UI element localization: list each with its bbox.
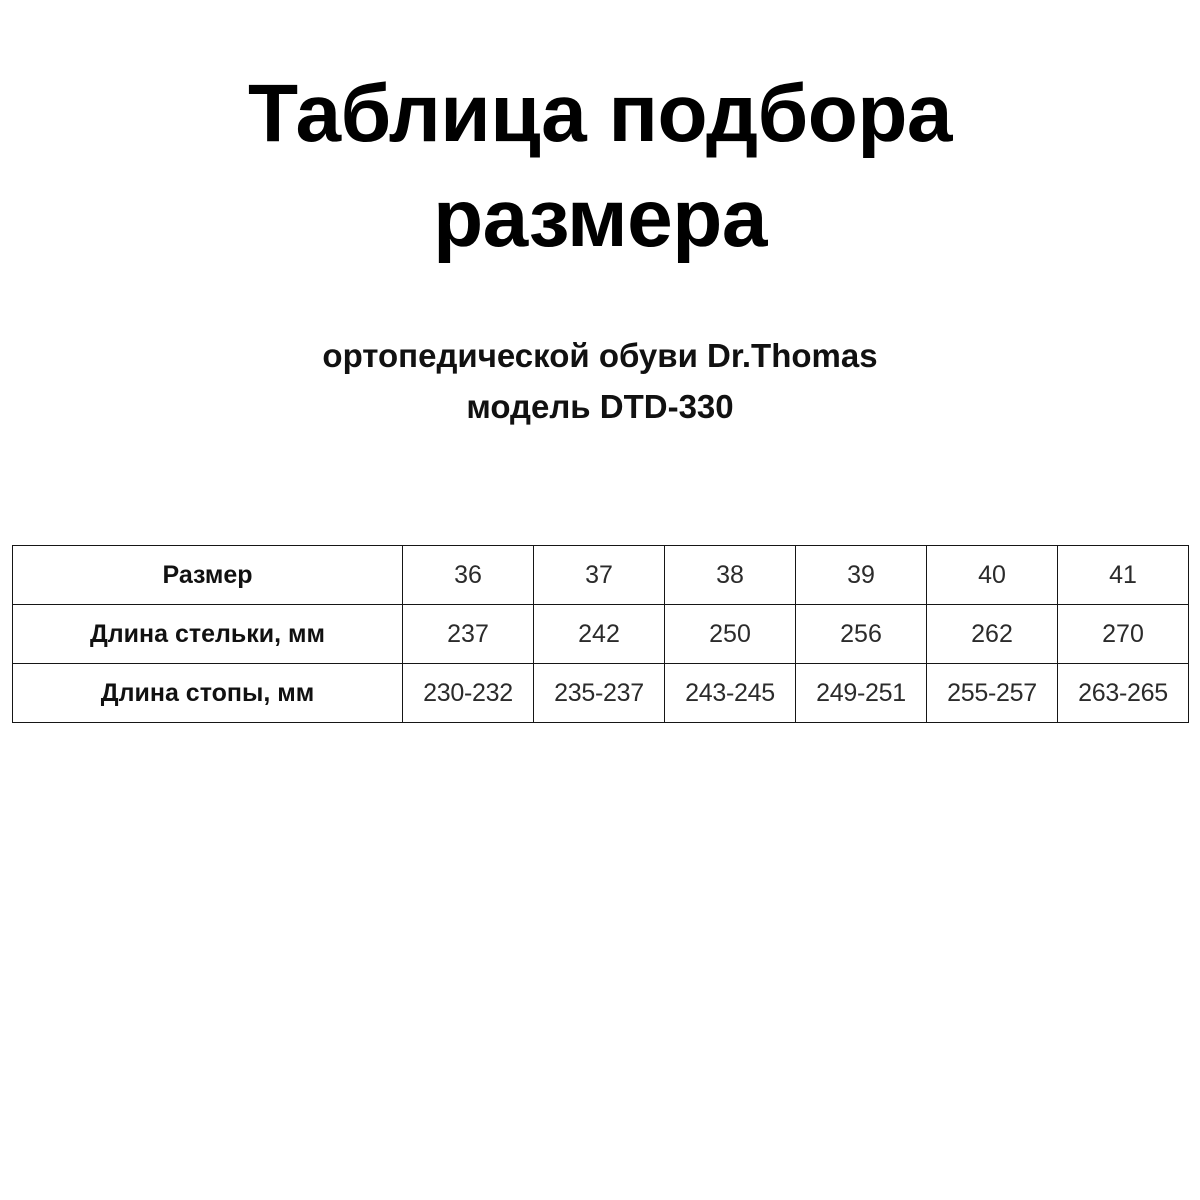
cell-foot-36: 230-232 <box>403 664 534 723</box>
table-row <box>13 605 1189 664</box>
table-row <box>13 546 1189 605</box>
table-row <box>13 664 1189 723</box>
cell-foot-40: 255-257 <box>927 664 1058 723</box>
cell-insole-39: 256 <box>796 605 927 664</box>
cell-size-38: 38 <box>665 546 796 605</box>
size-table-wrap <box>12 545 1188 723</box>
cell-size-36: 36 <box>403 546 534 605</box>
cell-size-39: 39 <box>796 546 927 605</box>
cell-foot-38: 243-245 <box>665 664 796 723</box>
row-header-foot-length: Длина стопы, мм <box>13 664 403 723</box>
title-block <box>0 0 1200 272</box>
size-table <box>12 545 1189 723</box>
cell-insole-38: 250 <box>665 605 796 664</box>
cell-foot-41: 263-265 <box>1058 664 1189 723</box>
page-title: Таблица подбора размера <box>247 68 953 264</box>
cell-insole-40: 262 <box>927 605 1058 664</box>
cell-size-37: 37 <box>534 546 665 605</box>
row-header-insole-length: Длина стельки, мм <box>13 605 403 664</box>
cell-insole-37: 242 <box>534 605 665 664</box>
subtitle-block <box>0 330 1200 432</box>
cell-foot-39: 249-251 <box>796 664 927 723</box>
row-header-size: Размер <box>13 546 403 605</box>
cell-size-40: 40 <box>927 546 1058 605</box>
cell-foot-37: 235-237 <box>534 664 665 723</box>
subtitle-line-1: ортопедической обуви Dr.Thomas <box>322 336 878 374</box>
subtitle-line-2: модель DTD-330 <box>466 388 734 426</box>
cell-insole-36: 237 <box>403 605 534 664</box>
cell-insole-41: 270 <box>1058 605 1189 664</box>
cell-size-41: 41 <box>1058 546 1189 605</box>
